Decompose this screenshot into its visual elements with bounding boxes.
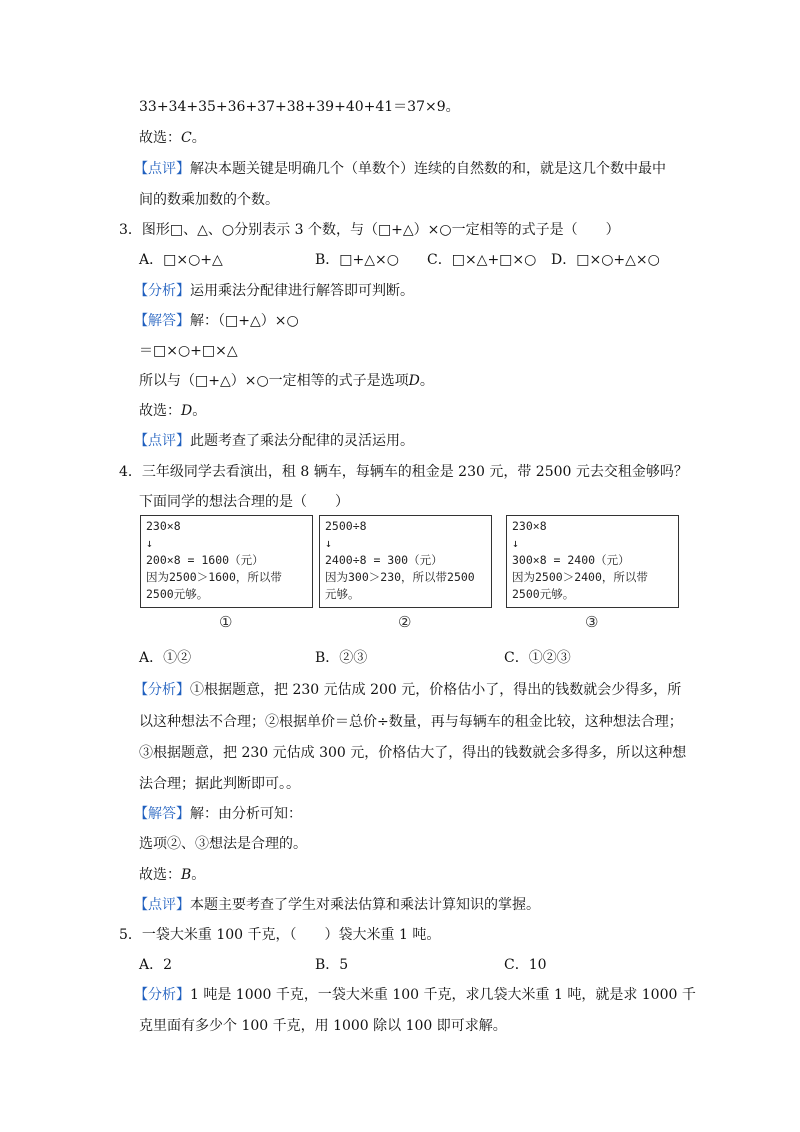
q3-comment: 【点评】此题考查了乘法分配律的灵活运用。 [134,433,414,449]
analysis-tag: 【分析】 [134,987,190,1003]
q4-option-c: C．①②③ [504,650,571,666]
q4-stem-cont: 下面同学的想法合理的是（ ） [139,494,349,510]
q3-stem: 3．图形□、△、○分别表示 3 个数，与（□+△）×○一定相等的式子是（ ） [119,222,620,238]
q4-answer: 故选：B。 [139,867,206,883]
q3-solution: 【解答】解：（□+△）×○ [134,313,299,329]
solution-tag: 【解答】 [134,806,190,822]
q4-analysis-cont-2: ③根据题意，把 230 元估成 300 元，价格估大了，得出的钱数就会多得多，所以这种想 [139,745,687,761]
q4-analysis-cont-1: 以这种想法不合理；②根据单价＝总价÷数量，再与每辆车的租金比较，这种想法合理； [139,714,683,730]
q2-comment: 【点评】解决本题关键是明确几个（单数个）连续的自然数的和，就是这几个数中最中 [134,161,666,177]
q2-equation: 33+34+35+36+37+38+39+40+41＝37×9。 [139,99,460,115]
q3-solution-step: ＝□×○+□×△ [139,343,238,359]
q4-panel-label-3: ③ [585,613,599,631]
q4-stem: 4．三年级同学去看演出，租 8 辆车，每辆车的租金是 230 元，带 2500 元去交租金够吗？ [119,464,688,480]
q2-comment-cont: 间的数乘加数的个数。 [139,192,279,208]
q4-panel-3: 230×8 ↓ 300×8 = 2400（元） 因为2500＞2400，所以带 2500元够。 [506,515,679,608]
q4-panel-label-2: ② [398,613,412,631]
q4-analysis-cont-3: 法合理；据此判断即可。。 [139,776,300,792]
q4-solution: 【解答】解：由分析可知： [134,806,302,822]
solution-tag: 【解答】 [134,313,190,329]
q4-option-b: B．②③ [315,650,368,666]
q3-option-d: D．□×○+△×○ [551,252,660,268]
down-arrow-icon: ↓ [512,536,519,550]
q4-analysis: 【分析】①根据题意，把 230 元估成 200 元，价格估小了，得出的钱数就会少得多，所 [134,682,682,698]
down-arrow-icon: ↓ [146,536,153,550]
comment-tag: 【点评】 [134,161,190,177]
q4-solution-step: 选项②、③想法是合理的。 [139,836,307,852]
q3-analysis: 【分析】运用乘法分配律进行解答即可判断。 [134,283,414,299]
analysis-tag: 【分析】 [134,682,190,698]
down-arrow-icon: ↓ [325,536,332,550]
q4-panel-2: 2500÷8 ↓ 2400÷8 = 300（元） 因为300＞230，所以带2500 元够。 [319,515,492,608]
q3-answer: 故选：D。 [139,403,207,419]
comment-tag: 【点评】 [134,433,190,449]
q3-option-c: C．□×△+□×○ [427,252,537,268]
q3-option-b: B．□+△×○ [315,252,399,268]
comment-tag: 【点评】 [134,897,190,913]
analysis-tag: 【分析】 [134,283,190,299]
q5-option-c: C．10 [504,957,547,973]
q5-stem: 5．一袋大米重 100 千克，（ ）袋大米重 1 吨。 [119,927,441,943]
q3-solution-conclusion: 所以与（□+△）×○一定相等的式子是选项D。 [139,373,434,389]
q5-option-b: B．5 [315,957,349,973]
q4-option-a: A．①② [139,650,192,666]
q3-option-a: A．□×○+△ [139,252,223,268]
q4-panel-1: 230×8 ↓ 200×8 = 1600（元） 因为2500＞1600，所以带 2500元够。 [140,515,313,608]
q2-answer: 故选：C。 [139,130,206,146]
q5-option-a: A．2 [139,957,173,973]
q4-panel-label-1: ① [219,613,233,631]
q5-analysis: 【分析】1 吨是 1000 千克，一袋大米重 100 千克，求几袋大米重 1 吨，就是求 1000 千 [134,987,696,1003]
q4-comment: 【点评】本题主要考查了学生对乘法估算和乘法计算知识的掌握。 [134,897,540,913]
q5-analysis-cont: 克里面有多少个 100 千克，用 1000 除以 100 即可求解。 [139,1018,507,1034]
